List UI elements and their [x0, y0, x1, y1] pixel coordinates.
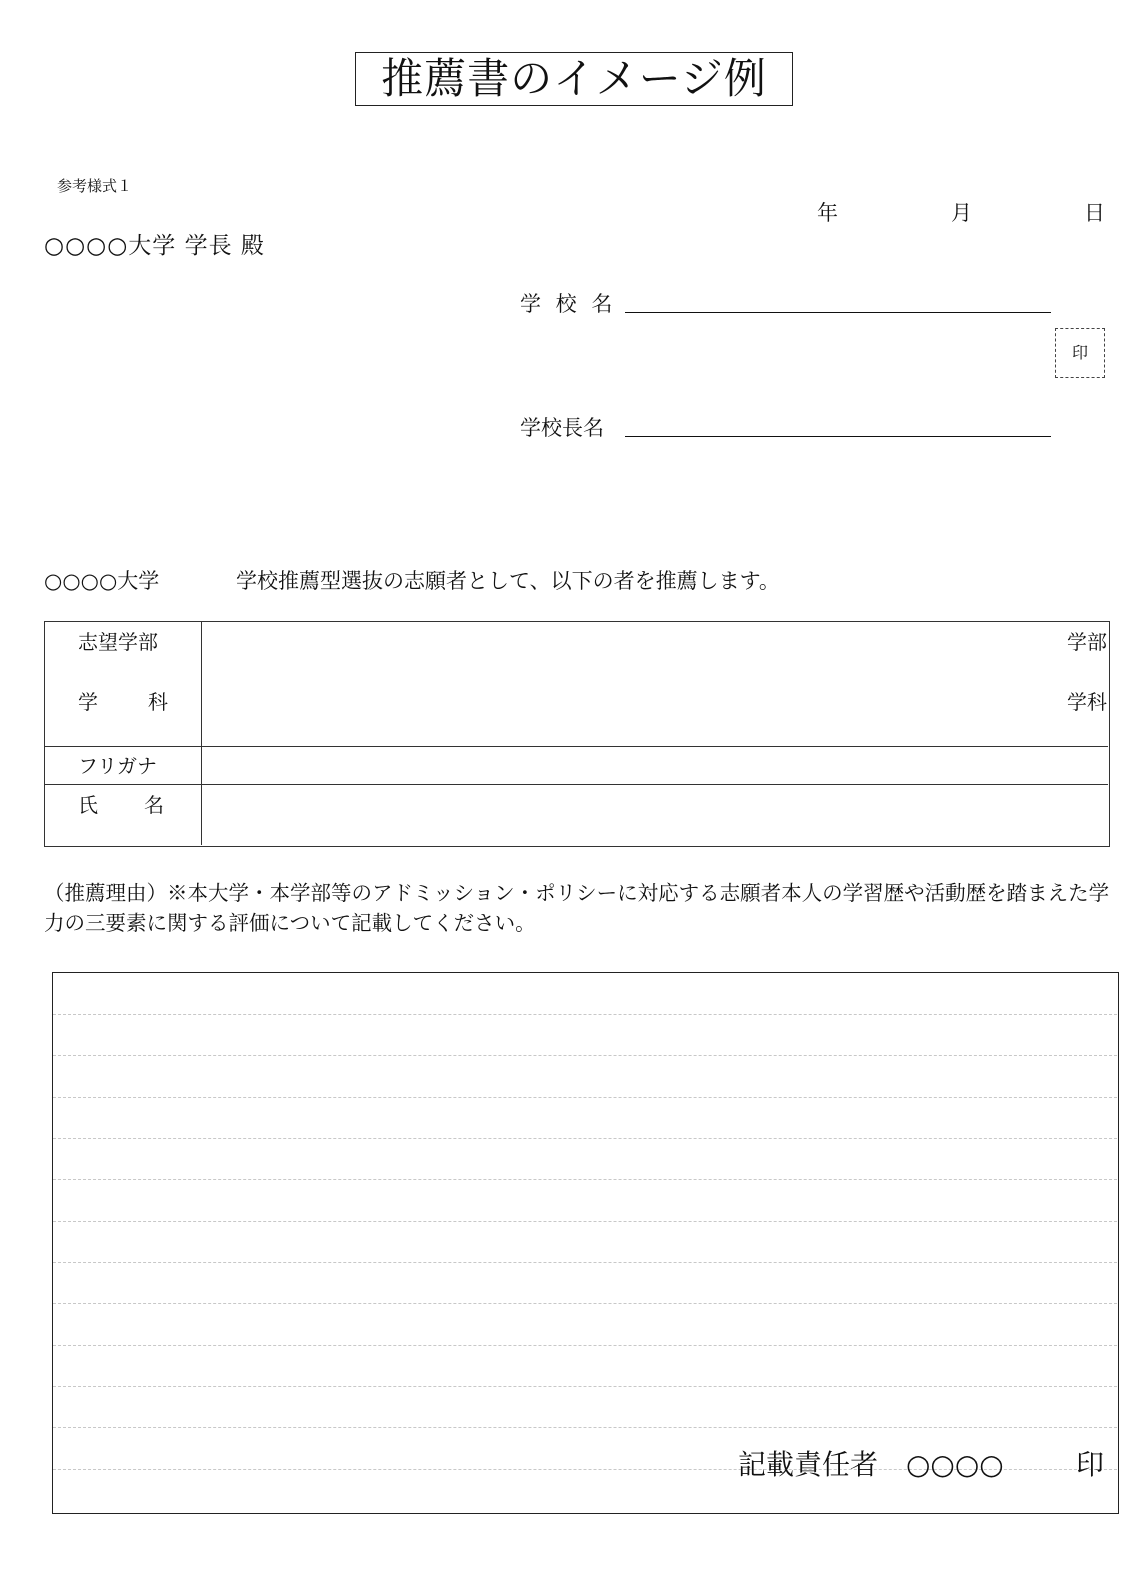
- writing-rule: [53, 1427, 1117, 1428]
- writing-rule: [53, 1014, 1117, 1015]
- date-day-label: 日: [1084, 201, 1105, 225]
- form-reference: 参考様式１: [57, 177, 133, 195]
- writing-rule: [53, 1179, 1117, 1180]
- department-suffix: 学科: [1067, 690, 1107, 714]
- faculty-label: 志望学部: [78, 630, 158, 654]
- name-label: [78, 789, 164, 818]
- writing-rule: [53, 1055, 1117, 1056]
- principal-name-field[interactable]: [625, 436, 1051, 437]
- school-name-field[interactable]: [625, 312, 1051, 313]
- signer-line: 記載責任者 ○○○○: [738, 1448, 1004, 1481]
- addressee: ○○○○大学 学長 殿: [44, 233, 265, 259]
- writing-rule: [53, 1138, 1117, 1139]
- department-label-b: 科: [148, 690, 168, 714]
- intro-university: ○○○○大学: [44, 569, 160, 593]
- writing-rule: [53, 1097, 1117, 1098]
- writing-rule: [53, 1221, 1117, 1222]
- reason-writing-box[interactable]: [52, 972, 1119, 1514]
- applicant-info-table: [44, 621, 1110, 847]
- reason-instruction: （推薦理由）※本大学・本学部等のアドミッション・ポリシーに対応する志願者本人の学習歴や活動歴を踏まえた学力の三要素に関する評価について記載してください。: [44, 881, 1110, 935]
- name-label-a: 氏: [78, 793, 98, 817]
- writing-rule: [53, 1262, 1117, 1263]
- faculty-suffix: 学部: [1067, 630, 1107, 654]
- date-year-label: 年: [817, 201, 838, 225]
- table-divider-row2: [45, 784, 1108, 785]
- intro-text: 学校推薦型選抜の志願者として、以下の者を推薦します。: [236, 569, 780, 593]
- writing-rule: [53, 1303, 1117, 1304]
- school-name-label: 学 校 名: [520, 292, 617, 316]
- table-divider-vertical: [201, 622, 202, 845]
- seal-label: 印: [1071, 343, 1088, 362]
- furigana-label: フリガナ: [78, 754, 157, 778]
- writing-rule: [53, 1386, 1117, 1387]
- name-label-b: 名: [144, 793, 164, 817]
- signer-seal: 印: [1076, 1448, 1105, 1481]
- department-label: [78, 686, 168, 715]
- principal-name-label: 学校長名: [520, 416, 604, 440]
- seal-box: [1055, 328, 1105, 378]
- writing-rule: [53, 1345, 1117, 1346]
- table-divider-row1: [45, 746, 1108, 747]
- department-label-a: 学: [78, 690, 98, 714]
- document-title: 推薦書のイメージ例: [355, 52, 793, 106]
- date-month-label: 月: [951, 201, 972, 225]
